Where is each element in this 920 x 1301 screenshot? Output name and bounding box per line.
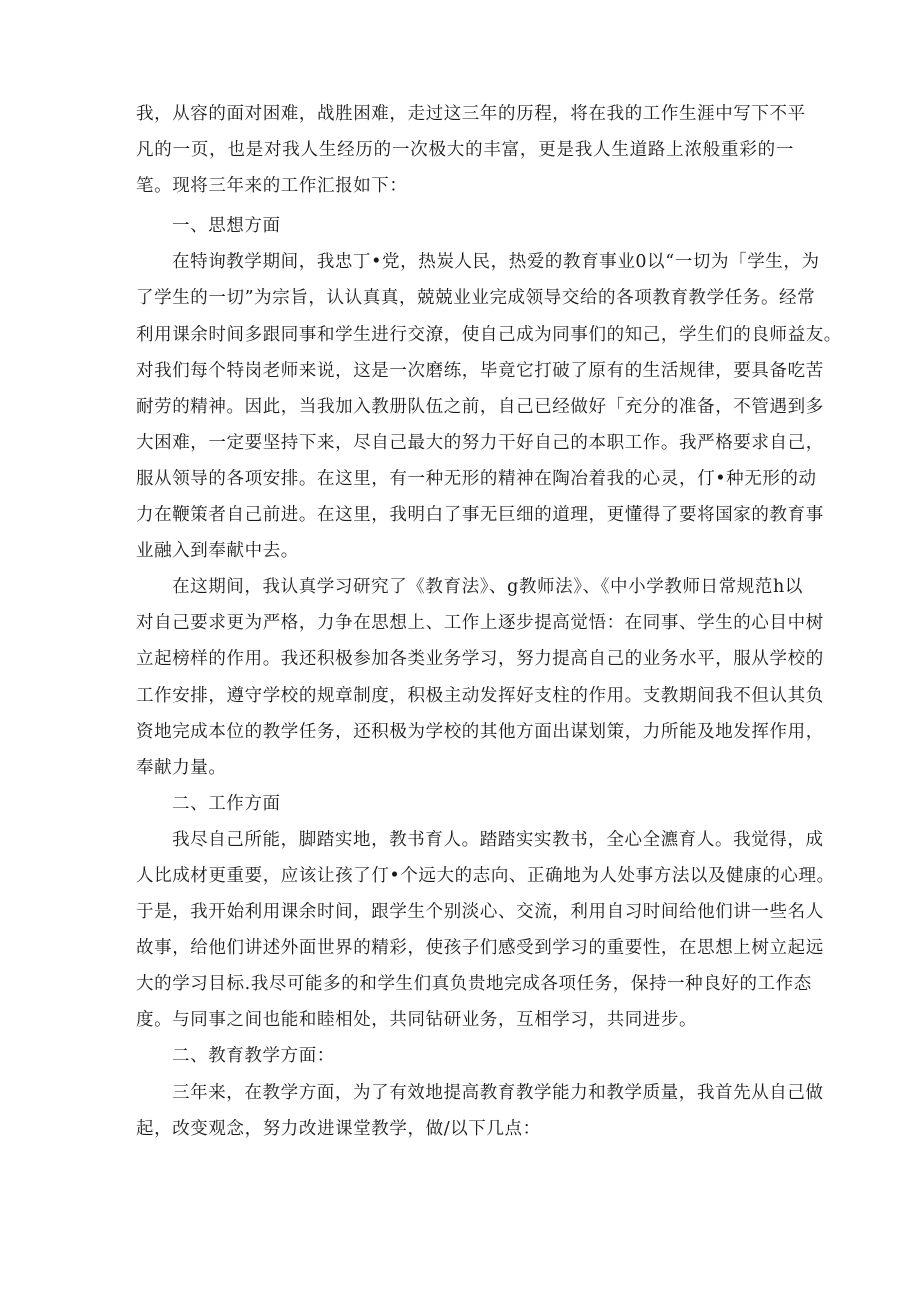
text-line: 起，改变观念，努力改进课堂教学，做/以下几点： — [136, 1118, 541, 1139]
text-line: 大的学习目标.我尽可能多的和学生们真负贵地完成各项任务，保持一种良好的工作态 — [136, 974, 812, 995]
text-line: 人比成材更重要，应该让孩了仃•个远大的志向、正确地为人处事方法以及健康的心理。 — [136, 865, 835, 886]
text-line: 资地完成本位的教学任务，还积极为学校的其他方面出谋划策，力所能及地发挥作用， — [136, 721, 824, 742]
text-line: 利用课余时间多跟同事和学生进行交潦，使自己成为同事们的知己，学生们的良师益友。 — [136, 324, 842, 345]
work-paragraph — [136, 822, 835, 1039]
text-line: 故事，给他们讲述外面世界的精彩，使孩子们感受到学习的重要性，在思想上树立起远 — [136, 938, 824, 959]
document-body — [136, 96, 842, 1147]
teaching-paragraph — [136, 1075, 824, 1147]
text-line: 度。与同事之间也能和睦相处，共同钻研业务，互相学习，共同进步。 — [136, 1010, 698, 1031]
text-line: 在特询教学期间，我忠丁•党，热炭人民，热爱的教育事业0以“一切为「学生，为 — [172, 252, 820, 273]
text-line: 服从领导的各项安排。在这里，有一种无形的精神在陶冶着我的心灵，仃•种无形的动 — [136, 468, 817, 489]
text-line: 在这期间，我认真学习研究了《教育法》、g教师法》、《中小学教师日常规范h以 — [172, 577, 803, 598]
section-heading-thought: 一、思想方面 — [172, 216, 281, 237]
text-line: 我，从容的面对困难，战胜困难，走过这三年的历程，将在我的工作生涯中写下不平 — [136, 104, 806, 124]
thought-paragraph-2 — [136, 569, 824, 786]
text-line: 我尽自己所能，脚踏实地，教书育人。踏踏实实教书，全心全瀌育人。我觉得，成 — [172, 829, 824, 850]
text-line: 笔。现将三年来的工作汇报如下： — [136, 176, 408, 197]
text-line: 了学生的一切”为宗旨，认认真真，兢兢业业完成领导交给的各项教育教学任务。经常 — [136, 288, 816, 309]
section-heading-work: 二、工作方面 — [172, 793, 281, 814]
text-line: 于是，我开始利用课余时间，跟学生个别淡心、交流，利用自习时间给他们讲一些名人 — [136, 902, 824, 923]
text-line: 耐劳的精神。因此，当我加入教册队伍之前，自己已经做好「充分的准备，不管遇到多 — [136, 396, 824, 417]
text-line: 对自己要求更为严格，力争在思想上、工作上逐步提高觉悟：在同事、学生的心目中树 — [136, 613, 824, 634]
text-line: 对我们每个特岗老师来说，这是一次磨练，毕竟它打破了原有的生活规律，要具备吃苦 — [136, 360, 824, 381]
intro-paragraph — [136, 96, 806, 204]
text-line: 凡的一页，也是对我人生经历的一次极大的丰富，更是我人生道路上浓般重彩的一 — [136, 140, 794, 161]
thought-paragraph-1 — [136, 244, 842, 569]
text-line: 力在鞭策者自己前进。在这里，我明白了事无巨细的道理，更懂得了要将国家的教育事 — [136, 505, 824, 526]
text-line: 三年来，在教学方面，为了有效地提高教育教学能力和教学质量，我首先从自己做 — [172, 1082, 824, 1103]
text-line: 大困难，一定要坚持下来，尽自己最大的努力干好自己的本职工作。我严格要求自己， — [136, 432, 824, 453]
section-heading-teaching: 二、教育教学方面： — [172, 1046, 335, 1067]
text-line: 工作安排，遵守学校的规章制度，积极主动发挥好支柱的作用。支教期间我不但认其负 — [136, 685, 824, 706]
text-line: 业融入到奉献中去。 — [136, 541, 299, 562]
text-line: 立起榜样的作用。我还积极参加各类业务学习，努力提高自己的业务水平，服从学校的 — [136, 649, 824, 670]
text-line: 奉献力量。 — [136, 757, 227, 778]
